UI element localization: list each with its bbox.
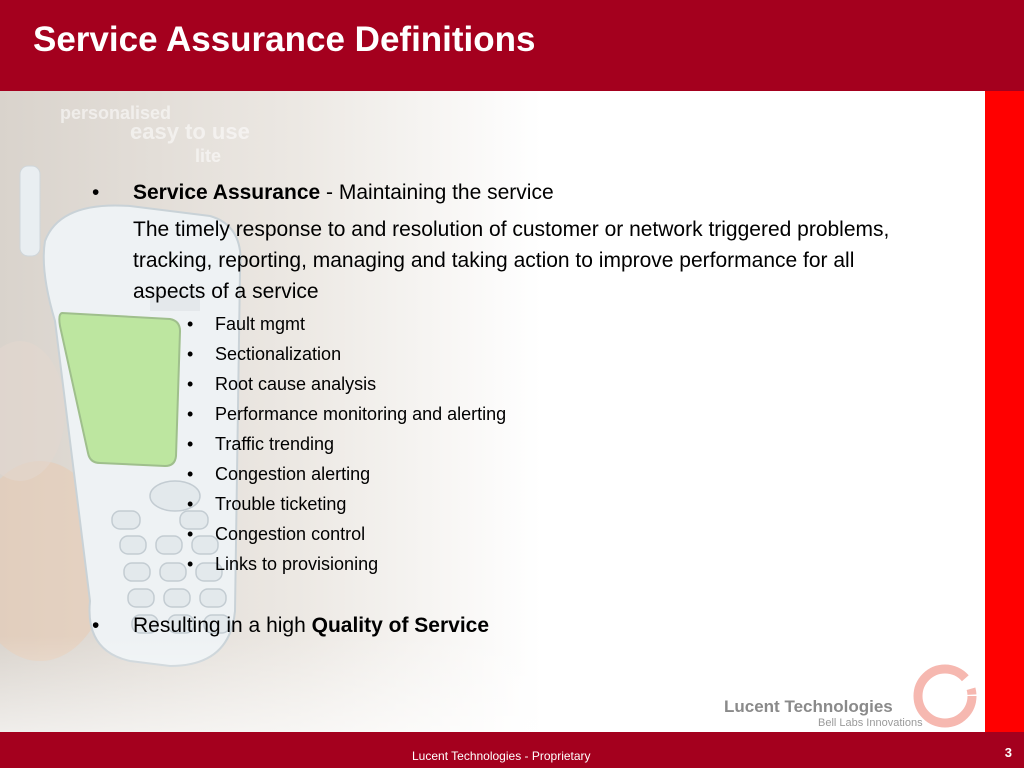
company-logo-tagline: Bell Labs Innovations xyxy=(818,717,923,729)
bullet-heading xyxy=(133,177,554,208)
list-item: • Performance monitoring and alerting xyxy=(187,404,507,424)
bullet-lead-text: Resulting in a high xyxy=(133,614,312,637)
list-item-label: Sectionalization xyxy=(215,344,342,364)
list-item-label: Performance monitoring and alerting xyxy=(215,404,507,424)
footer-text: Lucent Technologies - Proprietary xyxy=(412,749,591,763)
list-item: • Traffic trending xyxy=(187,434,335,454)
list-item-label: Congestion alerting xyxy=(215,464,371,484)
list-item: • Links to provisioning xyxy=(187,554,379,574)
watermark-text: personalised xyxy=(60,103,172,123)
bullet-rest-text: - Maintaining the service xyxy=(320,181,554,204)
list-item: • Congestion alerting xyxy=(187,464,371,484)
list-item: • Congestion control xyxy=(187,524,366,544)
slide-title: Service Assurance Definitions xyxy=(33,20,536,59)
sub-bullet-list xyxy=(187,309,506,579)
list-item-label: Fault mgmt xyxy=(215,314,306,334)
bullet-bold-term: Quality of Service xyxy=(311,614,490,637)
bullet-bold-term: Service Assurance xyxy=(133,181,321,204)
bullet-description: The timely response to and resolution of customer or network triggered problems, tracking, reporting, managing and taking action to improve performance for all aspects of a service xyxy=(133,218,890,303)
watermark-text: lite xyxy=(195,146,222,166)
page-number: 3 xyxy=(1004,745,1012,760)
list-item: • Fault mgmt xyxy=(187,314,306,334)
list-item: • Root cause analysis xyxy=(187,374,377,394)
bullet-marker: • xyxy=(92,614,100,637)
list-item-label: Links to provisioning xyxy=(215,554,379,574)
right-accent-stripe xyxy=(985,91,1024,732)
list-item-label: Traffic trending xyxy=(215,434,335,454)
list-item: • Trouble ticketing xyxy=(187,494,347,514)
list-item: • Sectionalization xyxy=(187,344,342,364)
watermark-text: easy to use xyxy=(130,119,250,144)
bullet-conclusion xyxy=(133,610,489,641)
innovation-ring-icon xyxy=(909,660,981,732)
company-logo-text: Lucent Technologies xyxy=(724,697,893,716)
list-item-label: Root cause analysis xyxy=(215,374,377,394)
list-item-label: Trouble ticketing xyxy=(215,494,347,514)
bullet-marker: • xyxy=(92,181,100,204)
list-item-label: Congestion control xyxy=(215,524,366,544)
